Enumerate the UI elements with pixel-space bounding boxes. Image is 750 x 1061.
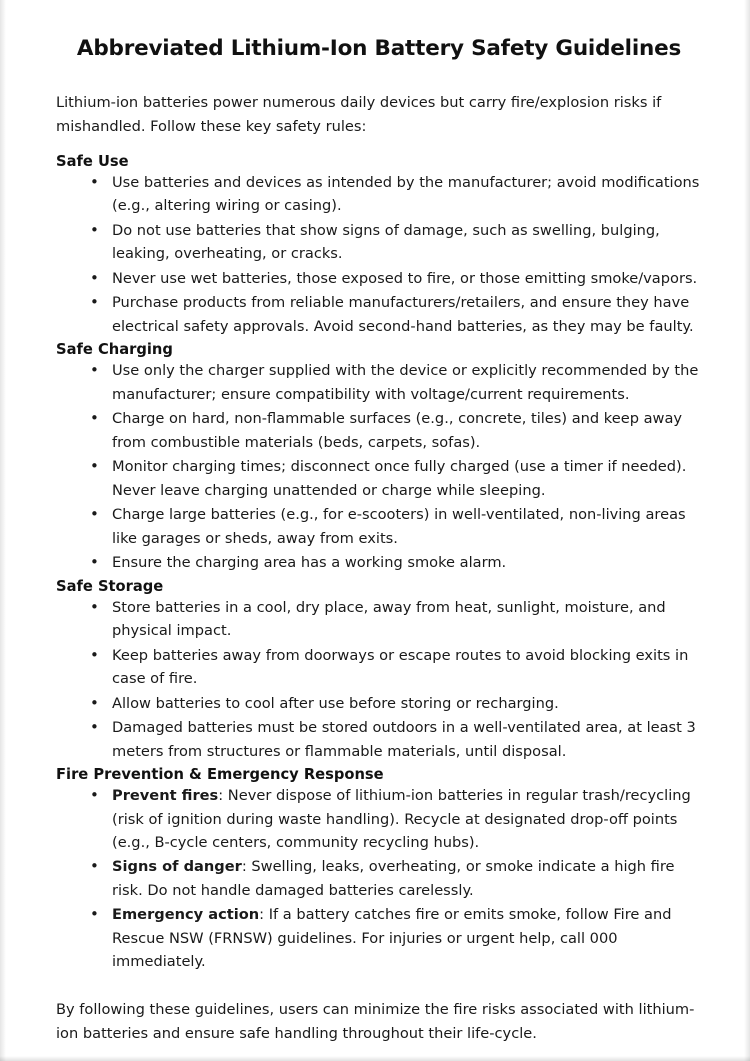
list-item [56, 596, 702, 643]
document-section [56, 341, 702, 574]
section-heading: Safe Use [56, 152, 129, 170]
intro-paragraph: Lithium-ion batteries power numerous daily devices but carry fire/explosion risks if mishandled. Follow these key safety rules: [56, 94, 662, 135]
section-bullet-list [56, 359, 702, 574]
list-item [56, 784, 702, 854]
list-item-text: : If a battery catches fire or emits smoke, follow Fire and Rescue NSW (FRNSW) guidelines. For injuries or urgent help, call 000 immediately. [112, 906, 672, 971]
list-item [56, 692, 702, 715]
list-item [56, 903, 702, 973]
list-item-text: Use only the charger supplied with the device or explicitly recommended by the manufacturer; ensure compatibility with voltage/current requirements. [112, 362, 699, 403]
list-item [56, 716, 702, 763]
list-item-text: Monitor charging times; disconnect once fully charged (use a timer if needed). Never leave charging unattended or charge while sleeping. [112, 458, 687, 499]
list-item-text: Charge large batteries (e.g., for e-scooters) in well-ventilated, non-living areas like garages or sheds, away from exits. [112, 506, 686, 547]
document-section [56, 578, 702, 763]
page-right-edge-shadow [744, 0, 750, 1061]
list-item [56, 267, 702, 290]
list-item-text: Damaged batteries must be stored outdoors in a well-ventilated area, at least 3 meters from structures or flammable materials, until disposal. [112, 719, 696, 760]
section-bullet-list [56, 171, 702, 338]
list-item-text: Ensure the charging area has a working smoke alarm. [112, 554, 507, 572]
page-title: Abbreviated Lithium-Ion Battery Safety Guidelines [76, 36, 682, 61]
list-item-text: Do not use batteries that show signs of damage, such as swelling, bulging, leaking, overheating, or cracks. [112, 221, 660, 263]
list-item-text: Use batteries and devices as intended by the manufacturer; avoid modifications (e.g., altering wiring or casing). [112, 173, 700, 215]
list-item [56, 359, 702, 406]
document-section [56, 766, 702, 974]
list-item-lead: Emergency action [112, 906, 260, 924]
list-item-text: Purchase products from reliable manufacturers/retailers, and ensure they have electrical safety approvals. Avoid second-hand batteries, as they may be faulty. [112, 294, 694, 335]
list-item [56, 407, 702, 454]
list-item [56, 551, 702, 574]
list-item-text: Never use wet batteries, those exposed to fire, or those emitting smoke/vapors. [112, 269, 698, 287]
document-section [56, 153, 702, 338]
list-item [56, 455, 702, 502]
list-item-text: Store batteries in a cool, dry place, away from heat, sunlight, moisture, and physical impact. [112, 598, 666, 640]
section-heading: Safe Storage [56, 577, 164, 595]
closing-paragraph: By following these guidelines, users can minimize the fire risks associated with lithium-ion batteries and ensure safe handling throughout their life-cycle. [56, 1000, 695, 1042]
list-item [56, 855, 702, 902]
list-item [56, 219, 702, 266]
list-item-text: : Swelling, leaks, overheating, or smoke indicate a high fire risk. Do not handle damaged batteries carelessly. [112, 858, 675, 899]
list-item [56, 171, 702, 218]
list-item-text: Charge on hard, non-flammable surfaces (e.g., concrete, tiles) and keep away from combustible materials (beds, carpets, sofas). [112, 410, 683, 451]
list-item-lead: Prevent fires [112, 787, 219, 805]
section-heading: Safe Charging [56, 341, 173, 359]
section-heading: Fire Prevention & Emergency Response [56, 766, 384, 784]
page-left-edge-shadow [0, 0, 6, 1061]
list-item [56, 644, 702, 691]
list-item-text: Allow batteries to cool after use before storing or recharging. [112, 694, 559, 712]
section-bullet-list [56, 784, 702, 974]
list-item-text: : Never dispose of lithium-ion batteries in regular trash/recycling (risk of ignition during waste handling). Recycle at designated drop-off points (e.g., B-cycle centers, community recycling hubs). [112, 787, 691, 851]
list-item-lead: Signs of danger [112, 858, 242, 876]
section-bullet-list [56, 596, 702, 763]
list-item [56, 291, 702, 338]
list-item [56, 503, 702, 550]
sections-container [56, 153, 702, 974]
list-item-text: Keep batteries away from doorways or escape routes to avoid blocking exits in case of fire. [112, 646, 689, 688]
page-bottom-edge-shadow [0, 1056, 750, 1061]
